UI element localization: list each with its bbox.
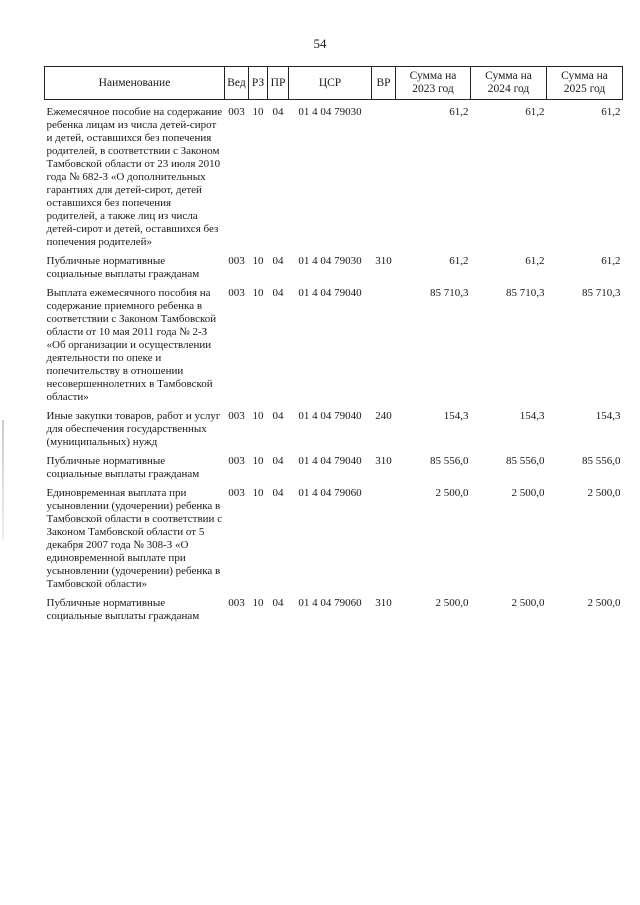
row-sum-2025-cell: 85 710,3 (582, 287, 621, 299)
header-sum-2024: Сумма на 2024 год (471, 67, 547, 100)
row-vr-cell: 310 (375, 255, 392, 267)
table-row (45, 455, 623, 481)
header-csr: ЦСР (289, 67, 372, 100)
row-rz-cell: 10 (252, 597, 264, 609)
scan-edge-mark (2, 420, 4, 540)
budget-table (44, 66, 623, 629)
row-ved-cell: 003 (228, 597, 245, 609)
row-pr-cell: 04 (272, 410, 284, 422)
table-row (45, 287, 623, 404)
row-rz-cell: 10 (252, 455, 264, 467)
row-vr-cell: 310 (375, 455, 392, 467)
row-vr-cell (372, 487, 396, 591)
row-csr-cell: 01 4 04 79060 (298, 597, 362, 609)
row-ved-cell: 003 (228, 255, 245, 267)
table-row (45, 410, 623, 449)
row-sum-2023-cell: 61,2 (449, 106, 469, 118)
row-name-cell: Публичные нормативные социальные выплаты гражданам (46, 597, 200, 622)
table-row (45, 106, 623, 249)
row-vr-cell (372, 106, 396, 249)
row-name-cell: Публичные нормативные социальные выплаты гражданам (46, 255, 200, 280)
row-name-cell: Ежемесячное пособие на содержание ребенка лицам из числа детей-сирот и детей, оставшихся без попечения родителей, в соответствии с Законом Тамбовской области от 23 июля 2010 года № 682-З «О дополнительных гарантиях для детей-сирот, детей оставшихся без попечения родителей, а также лиц из числа детей-сирот и детей, оставшихся без попечения родителей» (46, 106, 223, 248)
table-header-row (45, 67, 623, 100)
row-csr-cell: 01 4 04 79040 (298, 455, 362, 467)
row-csr-cell: 01 4 04 79060 (298, 487, 362, 499)
row-pr-cell: 04 (272, 287, 284, 299)
row-sum-2024-cell: 85 710,3 (506, 287, 545, 299)
row-sum-2024-cell: 61,2 (525, 106, 545, 118)
row-rz-cell: 10 (252, 410, 264, 422)
page-number: 54 (313, 36, 327, 51)
row-sum-2024-cell: 2 500,0 (511, 597, 545, 609)
row-sum-2024-cell: 85 556,0 (506, 455, 545, 467)
row-ved-cell: 003 (228, 455, 245, 467)
row-sum-2025-cell: 2 500,0 (587, 487, 621, 499)
row-csr-cell: 01 4 04 79040 (298, 287, 362, 299)
row-sum-2023-cell: 2 500,0 (435, 487, 469, 499)
row-sum-2024-cell: 2 500,0 (511, 487, 545, 499)
header-vr: ВР (372, 67, 396, 100)
row-csr-cell: 01 4 04 79030 (298, 255, 362, 267)
table-row (45, 487, 623, 591)
row-rz-cell: 10 (252, 106, 264, 118)
row-ved-cell: 003 (228, 410, 245, 422)
row-rz-cell: 10 (252, 255, 264, 267)
row-pr-cell: 04 (272, 255, 284, 267)
row-spacer (45, 623, 623, 629)
row-csr-cell: 01 4 04 79030 (298, 106, 362, 118)
row-name-cell: Публичные нормативные социальные выплаты гражданам (46, 455, 200, 480)
row-pr-cell: 04 (272, 455, 284, 467)
header-sum-2023: Сумма на 2023 год (396, 67, 471, 100)
header-sum-2025: Сумма на 2025 год (547, 67, 623, 100)
row-rz-cell: 10 (252, 287, 264, 299)
row-sum-2023-cell: 61,2 (449, 255, 469, 267)
row-sum-2023-cell: 85 710,3 (430, 287, 469, 299)
header-ved: Вед (225, 67, 249, 100)
row-vr-cell (372, 287, 396, 404)
table-row (45, 597, 623, 623)
header-pr: ПР (268, 67, 289, 100)
row-name-cell: Выплата ежемесячного пособия на содержание приемного ребенка в соответствии с Законом Тамбовской области от 10 мая 2011 года № 2-З «Об организации и осуществлении деятельности по опеке и попечительству в отношении несовершеннолетних в Тамбовской области» (46, 287, 217, 403)
row-vr-cell: 310 (375, 597, 392, 609)
row-sum-2025-cell: 85 556,0 (582, 455, 621, 467)
row-ved-cell: 003 (228, 287, 245, 299)
row-pr-cell: 04 (272, 106, 284, 118)
table-row (45, 255, 623, 281)
row-ved-cell: 003 (228, 487, 245, 499)
row-rz-cell: 10 (252, 487, 264, 499)
row-sum-2023-cell: 2 500,0 (435, 597, 469, 609)
row-sum-2024-cell: 61,2 (525, 255, 545, 267)
header-rz: РЗ (249, 67, 268, 100)
row-csr-cell: 01 4 04 79040 (298, 410, 362, 422)
row-vr-cell: 240 (375, 410, 392, 422)
row-sum-2023-cell: 85 556,0 (430, 455, 469, 467)
row-sum-2025-cell: 61,2 (601, 255, 621, 267)
header-name: Наименование (45, 67, 225, 100)
row-sum-2025-cell: 2 500,0 (587, 597, 621, 609)
row-sum-2023-cell: 154,3 (443, 410, 469, 422)
row-sum-2025-cell: 154,3 (595, 410, 621, 422)
row-sum-2024-cell: 154,3 (519, 410, 545, 422)
row-pr-cell: 04 (272, 597, 284, 609)
row-spacer-cell (45, 623, 623, 629)
row-pr-cell: 04 (272, 487, 284, 499)
row-ved-cell: 003 (228, 106, 245, 118)
row-sum-2025-cell: 61,2 (601, 106, 621, 118)
table-body (45, 100, 623, 630)
row-name-cell: Иные закупки товаров, работ и услуг для обеспечения государственных (муниципальных) нужд (46, 410, 221, 448)
row-name-cell: Единовременная выплата при усыновлении (удочерении) ребенка в Тамбовской области в соответствии с Законом Тамбовской области от 5 декабря 2007 года № 308-З «О единовременной выплате при усыновлении (удочерении) ребенка в Тамбовской области» (46, 487, 223, 590)
